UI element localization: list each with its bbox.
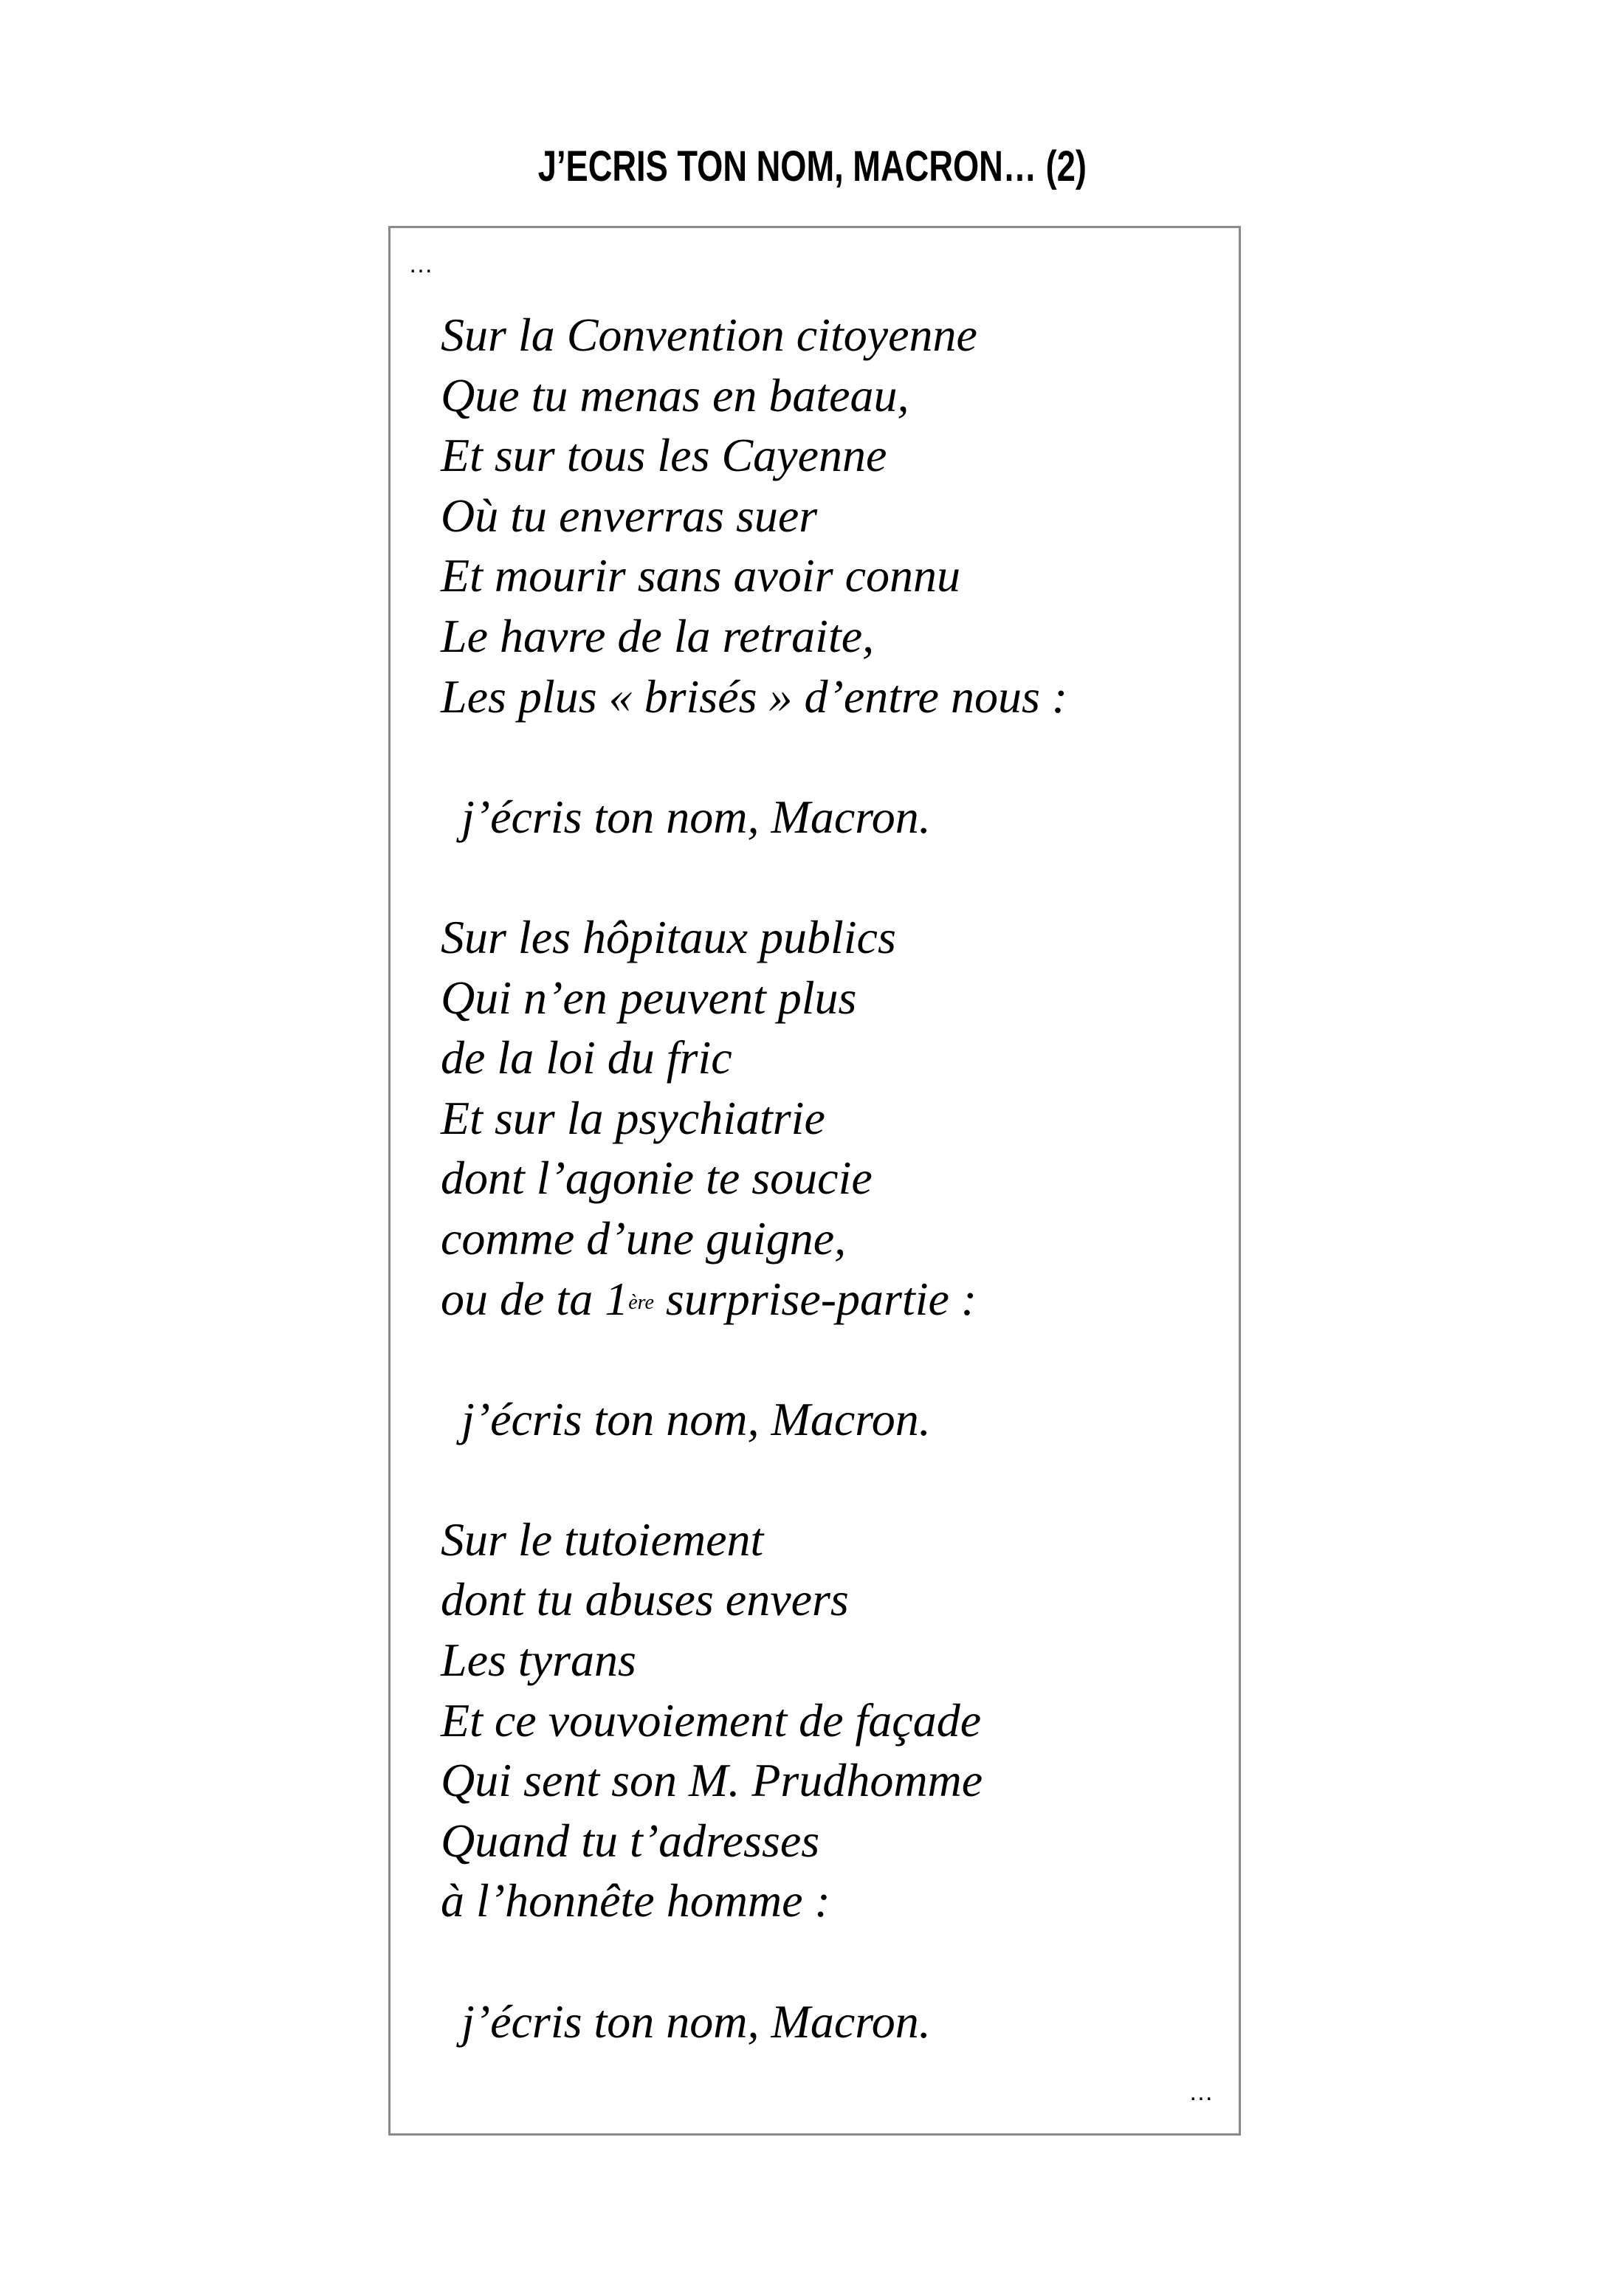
poem-line: Et ce vouvoiement de façade	[441, 1693, 982, 1747]
poem-line: Qui n’en peuvent plus	[441, 971, 857, 1024]
bottom-ellipsis: …	[1188, 2078, 1218, 2106]
poem-line: dont tu abuses envers	[441, 1573, 849, 1626]
poem-line-text: ou de ta 1	[441, 1272, 629, 1325]
stanza-gap	[441, 1329, 1223, 1389]
poem-line: Les plus « brisés » d’entre nous :	[441, 670, 1068, 723]
poem-line: Sur la Convention citoyenne	[441, 309, 977, 361]
page-title	[0, 142, 1624, 190]
poem-line: Et sur la psychiatrie	[441, 1091, 825, 1144]
poem-line: Sur le tutoiement	[441, 1513, 764, 1566]
stanza-gap	[441, 847, 1223, 907]
refrain-line: j’écris ton nom, Macron.	[461, 1995, 931, 2048]
poem-line: Où tu enverras suer	[441, 489, 818, 542]
poem-line: Sur les hôpitaux publics	[441, 910, 896, 963]
poem-line-text: surprise-partie :	[653, 1272, 977, 1325]
poem-line: Et sur tous les Cayenne	[441, 429, 887, 482]
poem-line: de la loi du fric	[441, 1031, 732, 1084]
poem-line: Que tu menas en bateau,	[441, 368, 909, 422]
stanza-gap	[441, 1449, 1223, 1510]
page-title-text: J’ECRIS TON NOM, MACRON… (2)	[537, 142, 1087, 190]
poem-line: Le havre de la retraite,	[441, 609, 875, 662]
poem-line: Et mourir sans avoir connu	[441, 549, 960, 602]
poem-line	[441, 1269, 1223, 1329]
refrain-line: j’écris ton nom, Macron.	[461, 1392, 931, 1445]
poem-line: Quand tu t’adresses	[441, 1814, 820, 1867]
top-ellipsis: …	[408, 250, 438, 278]
stanza-gap	[441, 726, 1223, 787]
poem-line: comme d’une guigne,	[441, 1211, 847, 1265]
stanza-gap	[441, 1931, 1223, 1992]
poem-frame	[388, 226, 1241, 2136]
ordinal-superscript: ère	[628, 1290, 654, 1314]
refrain-line: j’écris ton nom, Macron.	[461, 790, 931, 843]
poem-line: Qui sent son M. Prudhomme	[441, 1754, 983, 1807]
poem-body	[441, 305, 1223, 2051]
poem-line: à l’honnête homme :	[441, 1874, 830, 1927]
poem-line: Les tyrans	[441, 1634, 636, 1687]
poem-line: dont l’agonie te soucie	[441, 1152, 873, 1205]
